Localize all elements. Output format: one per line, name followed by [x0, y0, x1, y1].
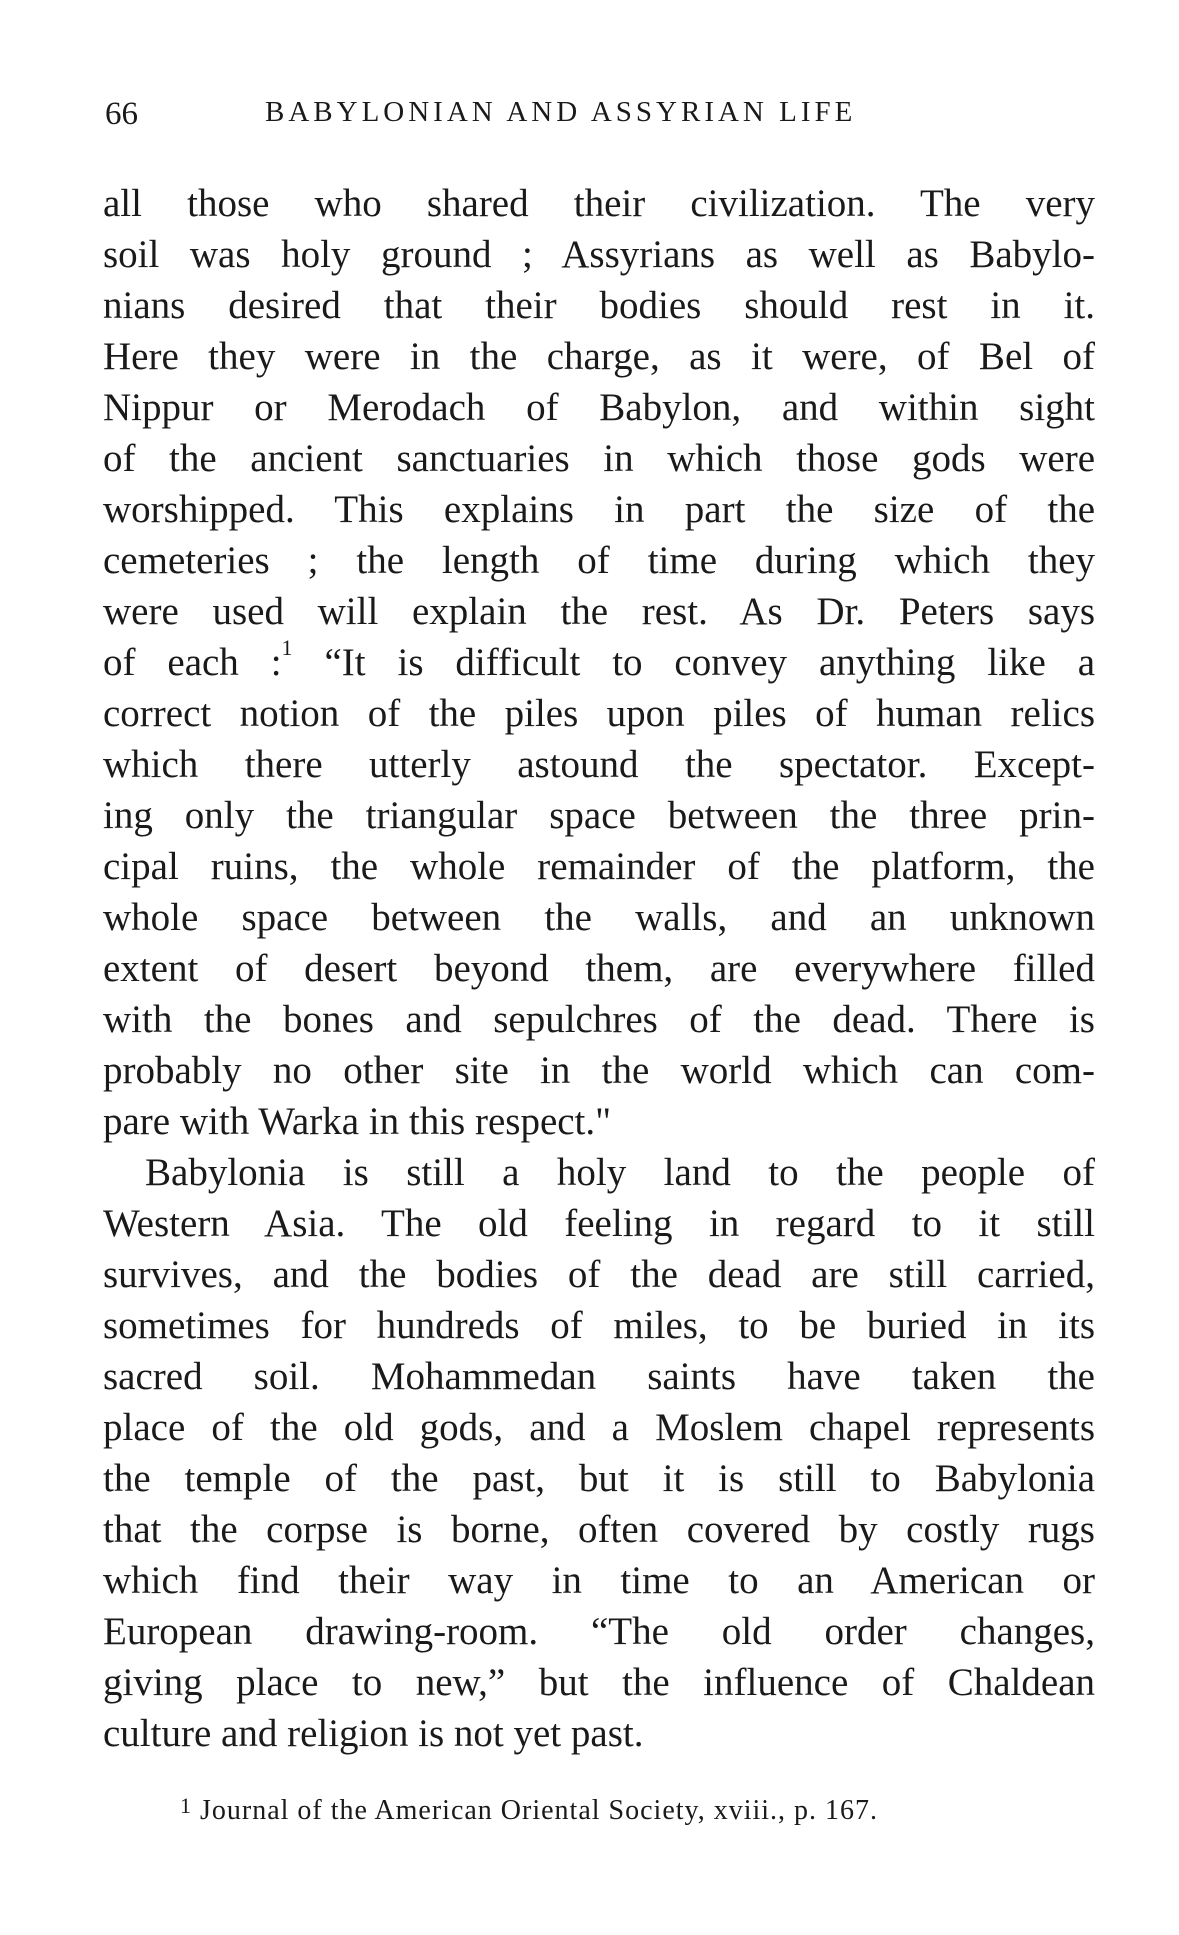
body-text — [103, 178, 1095, 1759]
text-line: sometimes for hundreds of miles, to be buried in its — [103, 1304, 1095, 1347]
text-line: Here they were in the charge, as it were, of Bel of — [103, 335, 1095, 378]
text-line: which find their way in time to an American or — [103, 1559, 1095, 1602]
footnote-marker: 1 — [180, 1793, 192, 1818]
text-line: Western Asia. The old feeling in regard to it still — [103, 1202, 1095, 1245]
text-line: ing only the triangular space between the three prin- — [103, 794, 1095, 837]
text-line: European drawing-room. “The old order changes, — [103, 1610, 1095, 1653]
text-line: cipal ruins, the whole remainder of the platform, the — [103, 845, 1095, 888]
text-line: with the bones and sepulchres of the dead. There is — [103, 998, 1095, 1041]
quote-segment: “It is difficult to convey anything like a — [324, 641, 1096, 684]
text-line: the temple of the past, but it is still to Babylonia — [103, 1457, 1095, 1500]
text-line: worshipped. This explains in part the size of the — [103, 488, 1095, 531]
text-line-with-footnote-ref — [103, 637, 1095, 688]
page-header — [105, 96, 1095, 136]
text-line: cemeteries ; the length of time during which they — [103, 539, 1095, 582]
text-line: place of the old gods, and a Moslem chapel represents — [103, 1406, 1095, 1449]
text-line: extent of desert beyond them, are everywhere filled — [103, 947, 1095, 990]
text-line: whole space between the walls, and an unknown — [103, 896, 1095, 939]
text-line: giving place to new,” but the influence of Chaldean — [103, 1661, 1095, 1704]
footnote-ref: 1 — [281, 635, 293, 660]
footnote-text: Journal of the American Oriental Society, xviii., p. 167. — [200, 1795, 879, 1826]
text-line: Babylonia is still a holy land to the people of — [145, 1151, 1095, 1194]
running-title: BABYLONIAN AND ASSYRIAN LIFE — [265, 96, 857, 128]
footnote — [180, 1795, 878, 1827]
text-line: soil was holy ground ; Assyrians as well as Babylo- — [103, 233, 1095, 276]
text-line: probably no other site in the world which can com- — [103, 1049, 1095, 1092]
text-line: survives, and the bodies of the dead are still carried, — [103, 1253, 1095, 1296]
text-segment: of each : — [103, 641, 282, 684]
text-line: culture and religion is not yet past. — [103, 1712, 644, 1755]
text-line: all those who shared their civilization. The very — [103, 182, 1095, 225]
text-line: correct notion of the piles upon piles of human relics — [103, 692, 1095, 735]
page-number: 66 — [105, 96, 138, 132]
text-line: pare with Warka in this respect." — [103, 1100, 612, 1143]
text-line: which there utterly astound the spectator. Except- — [103, 743, 1095, 786]
text-line: Nippur or Merodach of Babylon, and within sight — [103, 386, 1095, 429]
text-line: of the ancient sanctuaries in which those gods were — [103, 437, 1095, 480]
text-line: were used will explain the rest. As Dr. Peters says — [103, 590, 1095, 633]
text-line: nians desired that their bodies should rest in it. — [103, 284, 1095, 327]
text-line: sacred soil. Mohammedan saints have taken the — [103, 1355, 1095, 1398]
text-line: that the corpse is borne, often covered by costly rugs — [103, 1508, 1095, 1551]
